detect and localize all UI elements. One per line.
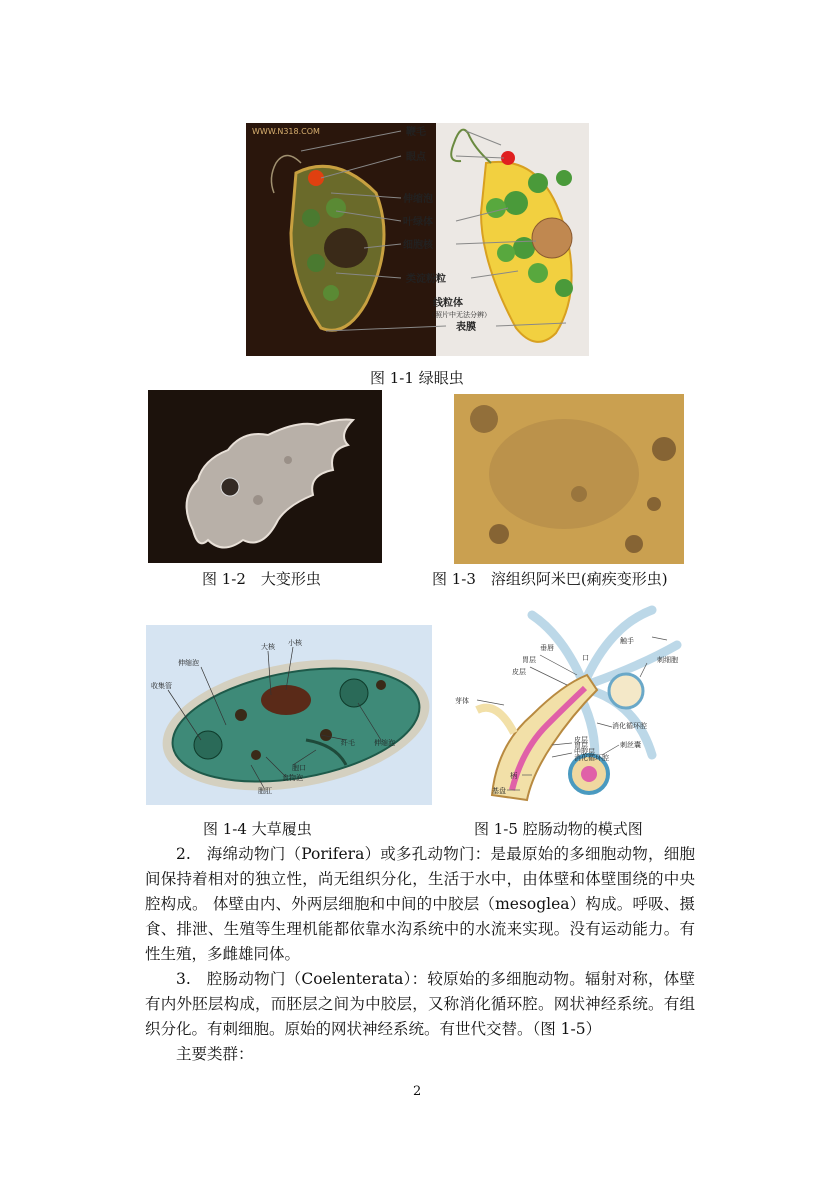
euglena-illustration <box>246 123 589 356</box>
caption-figure-1-2: 图 1-2 大变形虫 <box>202 570 321 588</box>
label-gastrodermis-2: 胃层 <box>574 742 588 750</box>
paragraph-coelenterata: 3. 腔肠动物门（Coelenterata）：较原始的多细胞动物。辐射对称，体壁有内外胚层构成，而胚层之间为中胶层，又称消化循环腔。网状神经系统。有组织分化。有刺细胞。原始的网状神经系统。有世代交替。（图 1-5） <box>145 970 695 1038</box>
label-food-vacuole: 食物泡 <box>282 774 303 782</box>
caption-figure-1-4: 图 1-4 大草履虫 <box>203 820 312 838</box>
label-eyespot: 眼点 <box>406 152 426 163</box>
label-hypostome: 垂唇 <box>540 644 554 652</box>
label-contractile-vacuole-1: 伸缩泡 <box>178 659 199 667</box>
label-gastrovascular-cavity-2: 消化循环腔 <box>574 754 609 762</box>
label-mitochondria: 线粒体 <box>433 298 463 309</box>
body-text <box>145 842 695 1067</box>
entamoeba-photo <box>454 394 684 564</box>
label-cytostome: 胞口 <box>292 764 306 772</box>
paragraph-main-groups: 主要类群： <box>176 1045 254 1063</box>
label-nucleus: 细胞核 <box>403 240 433 251</box>
figure-paramecium <box>146 625 432 805</box>
figure-amoeba-proteus <box>148 390 382 563</box>
paramecium-illustration <box>146 625 432 805</box>
label-collecting-canal: 收集管 <box>151 682 172 690</box>
label-paramylon: 类淀粉粒 <box>406 274 446 285</box>
amoeba-photo <box>148 390 382 563</box>
label-micronucleus: 小核 <box>288 639 302 647</box>
label-tentacle: 触手 <box>620 637 634 645</box>
label-epidermis-2: 皮层 <box>574 736 588 744</box>
hydra-illustration <box>452 605 692 805</box>
label-stalk: 柄 <box>510 772 517 780</box>
figure-hydra <box>452 605 692 805</box>
label-epidermis-1: 皮层 <box>512 668 526 676</box>
caption-figure-1-5: 图 1-5 腔肠动物的模式图 <box>474 820 643 838</box>
label-flagellum: 鞭毛 <box>406 127 426 138</box>
label-gastrodermis-1: 胃层 <box>522 656 536 664</box>
watermark: WWW.N318.COM <box>252 127 320 136</box>
figure-entamoeba <box>454 394 684 564</box>
figure-euglena <box>246 123 589 356</box>
label-cilia: 纤毛 <box>341 739 355 747</box>
label-macronucleus: 大核 <box>261 643 275 651</box>
page-number: 2 <box>413 1084 422 1099</box>
label-contractile-vacuole-2: 伸缩泡 <box>374 739 395 747</box>
label-cnidocyte: 刺细胞 <box>657 656 678 664</box>
label-basal-disc: 基盘 <box>492 787 506 795</box>
paragraph-porifera: 2. 海绵动物门（Porifera）或多孔动物门：是最原始的多细胞动物，细胞间保持着相对的独立性，尚无组织分化，生活于水中，由体壁和体壁围绕的中央腔构成。 体壁由内、外两层细胞和中间的中胶层（mesoglea）构成。呼吸、摄食、排泄、生殖等生理机能都依靠水沟系统中的水流来实现。没有运动能力。有性生殖，多雌雄同体。 <box>145 845 695 963</box>
caption-figure-1-3: 图 1-3 溶组织阿米巴(痢疾变形虫) <box>432 570 668 588</box>
label-mesoglea: 中胶层 <box>574 748 595 756</box>
label-contractile-vacuole: 伸缩泡 <box>403 194 433 205</box>
label-mitochondria-note: （照片中无法分辨） <box>428 311 491 319</box>
label-pellicle: 表膜 <box>456 322 476 333</box>
label-cytoproct: 胞肛 <box>258 787 272 795</box>
label-mouth: 口 <box>582 654 589 662</box>
label-gastrovascular-cavity-1: 消化循环腔 <box>612 722 647 730</box>
label-bud: 芽体 <box>455 697 469 705</box>
label-nematocyst: 刺丝囊 <box>620 741 641 749</box>
caption-figure-1-1: 图 1-1 绿眼虫 <box>370 369 464 387</box>
label-chloroplast: 叶绿体 <box>403 217 433 228</box>
